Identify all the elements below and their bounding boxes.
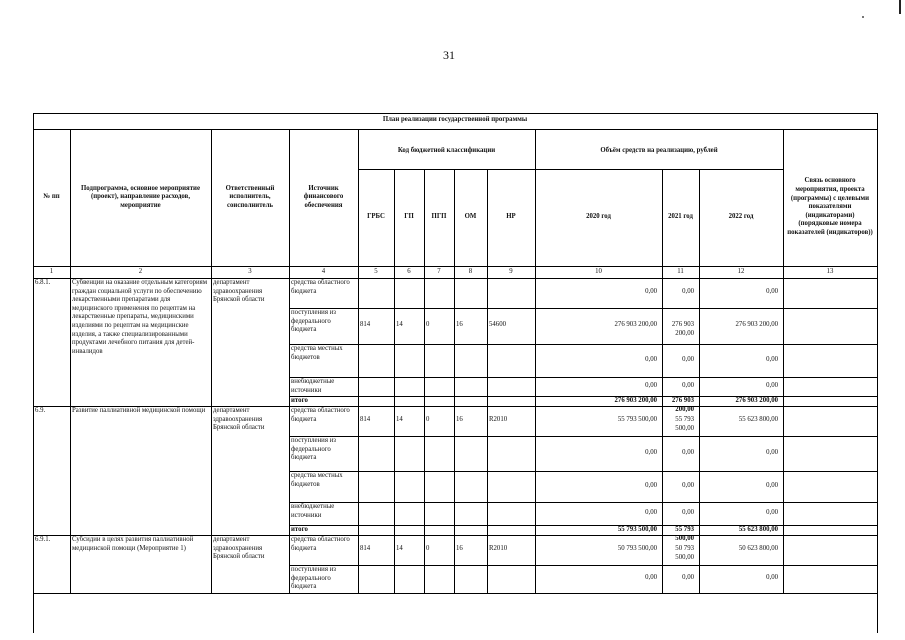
table-rule: [454, 471, 455, 502]
header-budget-code: Код бюджетной классификации: [397, 147, 496, 154]
code-grbs: [360, 574, 392, 583]
column-number: 1: [49, 268, 54, 275]
table-rule: [424, 266, 425, 278]
code-nr: 54600: [489, 321, 506, 328]
table-rule: [394, 396, 395, 406]
table-rule: [535, 129, 536, 266]
table-rule: [487, 169, 488, 266]
code-gp: [396, 288, 422, 297]
table-rule: [783, 565, 784, 593]
table-rule: [699, 266, 700, 278]
table-rule: [662, 377, 663, 396]
table-rule: [535, 436, 536, 471]
row-source: средства областного бюджета: [291, 407, 350, 423]
table-rule: [783, 344, 784, 377]
row-name: Развитие паллиативной медицинской помощи: [72, 407, 206, 414]
table-rule: [783, 535, 784, 565]
column-number: 13: [826, 268, 834, 275]
row-name: Субвенции на оказание отдельным категориям граждан социальной услуги по обеспечению лекарственными препаратами для медицинского применения по рецептам на лекарственные препараты, медицинскими изделиями по рецептам на медицинские изделия, а также специализированными продуктами лечебного питания для детей-инвалидов: [72, 279, 208, 355]
code-om: [456, 382, 485, 391]
table-rule: [487, 344, 488, 377]
total-y2022: 276 903 200,00: [735, 397, 778, 404]
table-rule: [424, 565, 425, 593]
table-rule: [454, 278, 455, 308]
amount-y2020: 0,00: [645, 356, 657, 363]
table-rule: [358, 436, 359, 471]
code-gp: [396, 382, 422, 391]
code-nr: [489, 482, 533, 491]
code-om: [456, 356, 485, 365]
header-nr: НР: [506, 213, 516, 221]
column-number: 12: [737, 268, 745, 275]
table-rule: [424, 436, 425, 471]
table-rule: [535, 471, 536, 502]
table-rule: [454, 436, 455, 471]
table-rule: [487, 535, 488, 565]
table-rule: [662, 565, 663, 593]
header-volume: Объём средств на реализацию, рублей: [600, 147, 718, 154]
table-rule: [662, 406, 663, 436]
header-y2021: 2021 год: [668, 213, 693, 221]
code-nr: [489, 356, 533, 365]
amount-y2022: 0,00: [766, 482, 778, 489]
code-gp: 14: [396, 321, 403, 328]
code-grbs: [360, 356, 392, 365]
table-rule: [454, 535, 455, 565]
code-om: [456, 482, 485, 491]
code-pgp: [426, 288, 452, 297]
table-rule: [487, 396, 488, 406]
amount-y2020: 0,00: [645, 574, 657, 581]
amount-y2020: 276 903 200,00: [614, 321, 657, 328]
table-rule: [358, 377, 359, 396]
table-rule: [487, 308, 488, 344]
table-rule: [211, 535, 212, 593]
table-rule: [289, 471, 877, 472]
table-rule: [487, 565, 488, 593]
header-name: Подпрограмма, основное мероприятие (проект), направление расходов, мероприятие: [81, 184, 200, 209]
column-number: 6: [407, 268, 411, 275]
table-rule: [535, 344, 536, 377]
code-pgp: 0: [426, 321, 430, 328]
table-border-right: [877, 113, 878, 633]
code-grbs: 814: [360, 545, 371, 552]
amount-y2022: 0,00: [766, 509, 778, 516]
header-source: Источник финансового обеспечения: [303, 184, 344, 209]
header-pgp: ПГП: [431, 213, 447, 221]
table-rule: [70, 535, 71, 593]
table-rule: [394, 344, 395, 377]
row-source: поступления из федерального бюджета: [291, 566, 336, 591]
amount-y2022: 0,00: [766, 356, 778, 363]
table-rule: [394, 565, 395, 593]
table-rule: [454, 502, 455, 525]
code-gp: 14: [396, 545, 403, 552]
table-rule: [783, 396, 784, 406]
table-rule: [487, 406, 488, 436]
table-rule: [662, 525, 663, 535]
column-number: 11: [677, 268, 684, 275]
table-rule: [454, 344, 455, 377]
total-y2021: 276 903 200,00: [671, 397, 694, 413]
code-pgp: [426, 356, 452, 365]
row-number: 6.9.: [35, 407, 46, 414]
table-rule: [358, 406, 359, 436]
code-om: [456, 288, 485, 297]
amount-y2020: 0,00: [645, 509, 657, 516]
column-number: 8: [468, 268, 473, 275]
table-rule: [783, 278, 784, 308]
code-gp: [396, 449, 422, 458]
total-y2021: 55 793 500,00: [675, 526, 694, 542]
table-rule: [424, 471, 425, 502]
code-grbs: [360, 288, 392, 297]
table-rule: [211, 129, 212, 266]
table-rule: [211, 278, 212, 406]
table-rule: [699, 471, 700, 502]
column-number: 4: [321, 268, 326, 275]
table-rule: [394, 169, 395, 266]
table-rule: [783, 406, 784, 436]
table-border-top: [33, 113, 877, 114]
table-rule: [358, 129, 359, 266]
row-source: средства областного бюджета: [291, 536, 350, 552]
amount-y2021: 0,00: [682, 288, 694, 295]
code-gp: [396, 482, 422, 491]
total-y2022: 55 623 800,00: [738, 526, 778, 533]
table-rule: [699, 169, 700, 266]
total-y2020: 276 903 200,00: [614, 397, 657, 404]
table-rule: [487, 436, 488, 471]
table-rule: [424, 344, 425, 377]
amount-y2020: 55 793 500,00: [617, 416, 657, 423]
table-rule: [394, 308, 395, 344]
table-rule: [535, 266, 536, 278]
code-om: 16: [456, 545, 463, 552]
code-grbs: [360, 509, 392, 518]
code-pgp: 0: [426, 416, 430, 423]
table-rule: [535, 308, 536, 344]
table-rule: [454, 565, 455, 593]
table-rule: [424, 396, 425, 406]
amount-y2021: 276 903 200,00: [671, 321, 694, 337]
row-executor: департамент здравоохранения Брянской области: [213, 279, 265, 304]
header-grbs: ГРБС: [367, 213, 385, 221]
header-link: Связь основного мероприятия, проекта (программы) с целевыми показателями (индикаторами) (порядковые номера показателей (индикаторов)): [787, 177, 873, 236]
scan-dot: [862, 16, 864, 18]
row-executor: департамент здравоохранения Брянской области: [213, 536, 265, 561]
table-rule: [70, 278, 71, 406]
table-rule: [289, 565, 877, 566]
table-rule: [535, 377, 536, 396]
table-rule: [358, 344, 359, 377]
table-rule: [662, 266, 663, 278]
table-rule: [535, 565, 536, 593]
code-pgp: 0: [426, 545, 430, 552]
table-rule: [358, 502, 359, 525]
table-border-left: [33, 113, 34, 633]
table-rule: [454, 169, 455, 266]
table-rule: [424, 535, 425, 565]
table-rule: [487, 278, 488, 308]
row-source: средства местных бюджетов: [291, 345, 343, 361]
table-rule: [487, 266, 488, 278]
table-rule: [535, 535, 536, 565]
table-rule: [289, 535, 290, 593]
amount-y2021: 0,00: [682, 574, 694, 581]
code-gp: 14: [396, 416, 403, 423]
table-rule: [289, 502, 877, 503]
table-rule: [358, 308, 359, 344]
row-source: средства местных бюджетов: [291, 472, 343, 488]
table-rule: [699, 396, 700, 406]
table-rule: [454, 396, 455, 406]
table-rule: [487, 471, 488, 502]
table-rule: [394, 502, 395, 525]
table-rule: [394, 377, 395, 396]
table-rule: [783, 436, 784, 471]
row-number: 6.9.1.: [35, 536, 51, 543]
table-rule: [394, 406, 395, 436]
row-source: поступления из федерального бюджета: [291, 309, 336, 334]
amount-y2020: 0,00: [645, 449, 657, 456]
table-rule: [662, 308, 663, 344]
code-om: [456, 509, 485, 518]
amount-y2021: 0,00: [682, 356, 694, 363]
table-rule: [358, 535, 359, 565]
column-number: 10: [595, 268, 602, 275]
table-rule: [394, 525, 395, 535]
table-rule: [454, 406, 455, 436]
table-rule: [358, 266, 359, 278]
amount-y2022: 0,00: [766, 449, 778, 456]
table-rule: [783, 377, 784, 396]
row-name: Субсидии в целях развития паллиативной медицинской помощи (Мероприятие 1): [72, 536, 194, 552]
amount-y2022: 50 623 800,00: [738, 545, 778, 552]
code-grbs: [360, 449, 392, 458]
table-rule: [699, 535, 700, 565]
code-nr: [489, 288, 533, 297]
column-number: 5: [374, 268, 378, 275]
table-rule: [783, 129, 784, 266]
page-number: 31: [443, 48, 455, 62]
amount-y2021: 55 793 500,00: [675, 416, 694, 432]
table-rule: [70, 406, 71, 535]
header-y2022: 2022 год: [728, 213, 754, 221]
code-om: 16: [456, 416, 463, 423]
table-rule: [424, 278, 425, 308]
code-grbs: [360, 382, 392, 391]
row-source: внебюджетные источники: [291, 378, 335, 394]
table-rule: [783, 502, 784, 525]
table-rule: [289, 344, 877, 345]
table-rule: [424, 308, 425, 344]
table-rule: [699, 565, 700, 593]
code-nr: R2010: [489, 416, 508, 423]
table-rule: [487, 525, 488, 535]
table-rule: [394, 266, 395, 278]
table-rule: [535, 396, 536, 406]
table-rule: [535, 525, 536, 535]
amount-y2021: 0,00: [682, 509, 694, 516]
code-om: [456, 449, 485, 458]
code-grbs: 814: [360, 321, 371, 328]
table-rule: [783, 471, 784, 502]
code-nr: [489, 382, 533, 391]
code-grbs: [360, 482, 392, 491]
row-source: поступления из федерального бюджета: [291, 437, 336, 462]
header-num: № пп: [43, 193, 60, 201]
table-rule: [662, 396, 663, 406]
header-executor: Ответственный исполнитель, соисполнитель: [225, 184, 275, 209]
header-gp: ГП: [404, 213, 414, 221]
table-rule: [699, 308, 700, 344]
column-number: 9: [509, 268, 513, 275]
amount-y2022: 0,00: [766, 288, 778, 295]
header-om: ОМ: [464, 213, 477, 221]
amount-y2022: 0,00: [766, 574, 778, 581]
amount-y2020: 0,00: [645, 288, 657, 295]
table-rule: [699, 377, 700, 396]
table-rule: [535, 406, 536, 436]
table-rule: [454, 308, 455, 344]
table-rule: [358, 471, 359, 502]
code-gp: [396, 574, 422, 583]
code-om: [456, 574, 485, 583]
table-rule: [424, 377, 425, 396]
code-grbs: 814: [360, 416, 371, 423]
table-rule: [699, 278, 700, 308]
table-rule: [535, 278, 536, 308]
table-rule: [424, 406, 425, 436]
table-rule: [424, 169, 425, 266]
table-rule: [211, 266, 212, 278]
code-pgp: [426, 482, 452, 491]
table-title: План реализации государственной программы: [382, 116, 528, 123]
code-nr: [489, 449, 533, 458]
table-rule: [699, 502, 700, 525]
table-rule: [783, 525, 784, 535]
table-rule: [454, 266, 455, 278]
table-rule: [70, 266, 71, 278]
header-y2020: 2020 год: [586, 213, 611, 221]
scan-edge-mark: [899, 0, 901, 14]
table-rule: [289, 377, 877, 378]
amount-y2021: 0,00: [682, 382, 694, 389]
row-executor: департамент здравоохранения Брянской области: [213, 407, 265, 432]
row-source: внебюджетные источники: [291, 503, 335, 519]
table-rule: [70, 129, 71, 266]
code-nr: R2010: [489, 545, 508, 552]
amount-y2022: 0,00: [766, 382, 778, 389]
table-rule: [487, 502, 488, 525]
table-rule: [662, 502, 663, 525]
table-rule: [699, 406, 700, 436]
table-rule: [358, 396, 359, 406]
table-rule: [454, 377, 455, 396]
amount-y2022: 55 623 800,00: [738, 416, 778, 423]
table-rule: [289, 308, 877, 309]
code-gp: [396, 356, 422, 365]
table-rule: [394, 436, 395, 471]
table-rule: [424, 525, 425, 535]
code-pgp: [426, 382, 452, 391]
table-rule: [454, 525, 455, 535]
table-rule: [358, 565, 359, 593]
total-label: итого: [291, 397, 308, 404]
table-rule: [699, 436, 700, 471]
table-rule: [662, 169, 663, 266]
table-rule: [487, 377, 488, 396]
amount-y2021: 0,00: [682, 449, 694, 456]
table-rule: [662, 344, 663, 377]
column-number: 2: [138, 268, 143, 275]
code-pgp: [426, 509, 452, 518]
code-gp: [396, 509, 422, 518]
table-rule: [699, 525, 700, 535]
table-rule: [662, 535, 663, 565]
code-om: 16: [456, 321, 463, 328]
row-number: 6.8.1.: [35, 279, 51, 286]
table-rule: [289, 278, 290, 406]
column-number: 3: [248, 268, 252, 275]
column-number: 7: [437, 268, 441, 275]
amount-y2021: 0,00: [682, 482, 694, 489]
table-rule: [394, 278, 395, 308]
total-label: итого: [291, 526, 308, 533]
table-rule: [289, 266, 290, 278]
amount-y2020: 0,00: [645, 382, 657, 389]
table-rule: [535, 502, 536, 525]
table-rule: [394, 535, 395, 565]
table-rule: [33, 593, 877, 594]
amount-y2020: 0,00: [645, 482, 657, 489]
table-rule: [289, 436, 877, 437]
amount-y2020: 50 793 500,00: [617, 545, 657, 552]
table-rule: [394, 471, 395, 502]
table-rule: [699, 344, 700, 377]
table-rule: [424, 502, 425, 525]
code-pgp: [426, 574, 452, 583]
program-plan-table: [33, 113, 877, 633]
table-rule: [783, 266, 784, 278]
total-y2020: 55 793 500,00: [617, 526, 657, 533]
table-rule: [662, 436, 663, 471]
code-nr: [489, 509, 533, 518]
table-rule: [662, 471, 663, 502]
table-rule: [289, 129, 290, 266]
amount-y2021: 50 793 500,00: [675, 545, 694, 561]
table-rule: [358, 278, 359, 308]
amount-y2022: 276 903 200,00: [735, 321, 778, 328]
table-rule: [783, 308, 784, 344]
table-rule: [211, 406, 212, 535]
table-rule: [33, 266, 877, 267]
code-nr: [489, 574, 533, 583]
table-rule: [358, 525, 359, 535]
code-pgp: [426, 449, 452, 458]
table-rule: [662, 278, 663, 308]
row-source: средства областного бюджета: [291, 279, 350, 295]
